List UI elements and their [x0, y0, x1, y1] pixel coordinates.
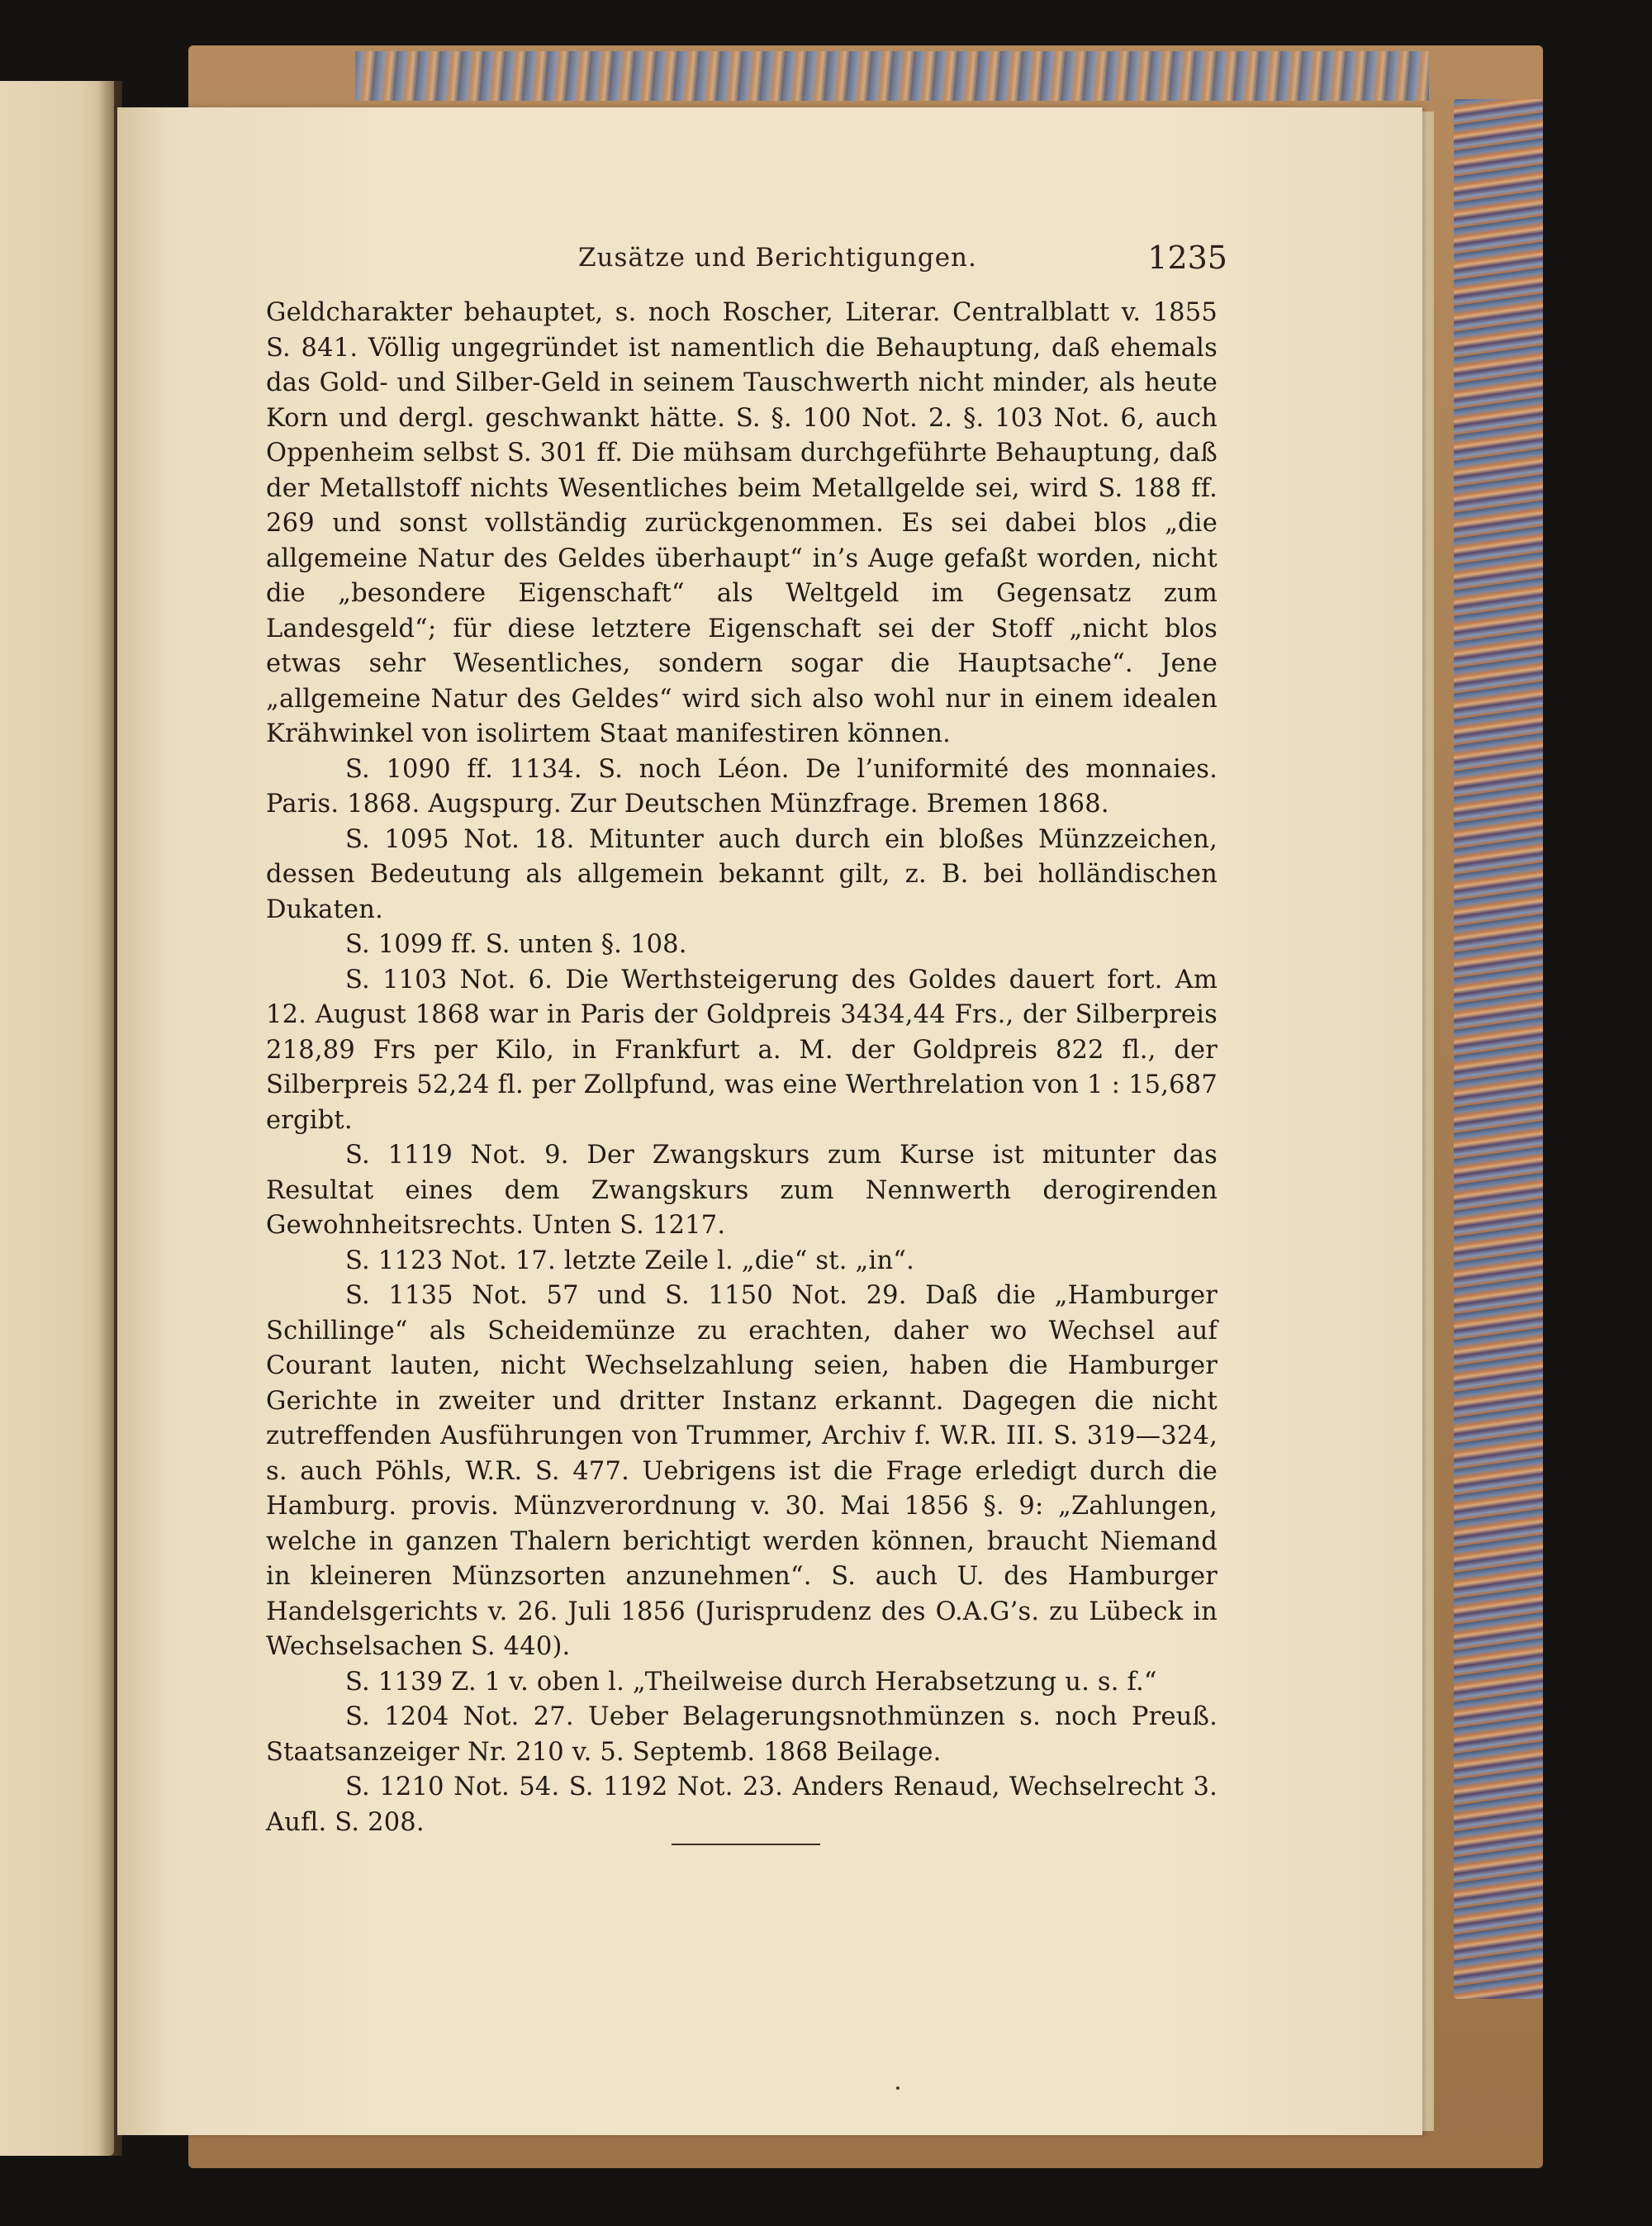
paragraph: S. 1090 ff. 1134. S. noch Léon. De l’uniformité des monnaies. Paris. 1868. Augspurg. Zur Deutschen Münzfrage. Bremen 1868. — [266, 754, 1218, 819]
paragraph: S. 1123 Not. 17. letzte Zeile l. „die“ st. „in“. — [345, 1246, 914, 1275]
paragraph: S. 1099 ff. S. unten §. 108. — [345, 930, 687, 959]
page-stack-edge — [1422, 112, 1434, 2131]
marbled-endpaper-top — [355, 51, 1429, 101]
closing-rule — [672, 1844, 820, 1845]
paragraph: S. 1204 Not. 27. Ueber Belagerungsnothmünzen s. noch Preuß. Staatsanzeiger Nr. 210 v. 5. Septemb. 1868 Beilage. — [266, 1702, 1218, 1767]
paragraph: S. 1119 Not. 9. Der Zwangskurs zum Kurse ist mitunter das Resultat eines dem Zwangskurs zum Nennwerth derogirenden Gewohnheitsrechts. Unten S. 1217. — [266, 1141, 1218, 1240]
paragraph: S. 1139 Z. 1 v. oben l. „Theilweise durch Herabsetzung u. s. f.“ — [345, 1667, 1157, 1697]
ink-speck — [896, 2086, 900, 2090]
paragraph: S. 1103 Not. 6. Die Werthsteigerung des Goldes dauert fort. Am 12. August 1868 war in Paris der Goldpreis 3434,44 Frs., der Silberpreis 218,89 Frs per Kilo, in Frankfurt a. M. der Goldpreis 822 fl., der Silberpreis 52,24 fl. per Zollpfund, was eine Werthrelation von 1 : 15,687 ergibt. — [266, 965, 1218, 1135]
page-number: 1235 — [1147, 240, 1227, 276]
paragraph: S. 1210 Not. 54. S. 1192 Not. 23. Anders Renaud, Wechselrecht 3. Aufl. S. 208. — [266, 1773, 1218, 1837]
body-text — [266, 296, 1218, 1840]
running-title: Zusätze und Berichtigungen. — [578, 243, 977, 273]
marbled-endpaper-side — [1454, 99, 1543, 1999]
paragraph: S. 1095 Not. 18. Mitunter auch durch ein bloßes Münzzeichen, dessen Bedeutung als allgemein bekannt gilt, z. B. bei holländischen Dukaten. — [266, 824, 1218, 924]
running-header — [578, 241, 1227, 282]
paragraph: S. 1135 Not. 57 und S. 1150 Not. 29. Daß die „Hamburger Schillinge“ als Scheidemünze zu erachten, daher wo Wechsel auf Courant lauten, nicht Wechselzahlung seien, haben die Hamburger Gerichte in zweiter und dritter Instanz erkannt. Dagegen die nicht zutreffenden Ausführungen von Trummer, Archiv f. W.R. III. S. 319—324, s. auch Pöhls, W.R. S. 477. Uebrigens ist die Frage erledigt durch die Hamburg. provis. Münzverordnung v. 30. Mai 1856 §. 9: „Zahlungen, welche in ganzen Thalern berichtigt werden können, braucht Niemand in kleineren Münzsorten anzunehmen“. S. auch U. des Hamburger Handelsgerichts v. 26. Juli 1856 (Jurisprudenz des O.A.G’s. zu Lübeck in Wechselsachen S. 440). — [266, 1281, 1218, 1661]
paragraph-continuation: Geldcharakter behauptet, s. noch Roscher, Literar. Centralblatt v. 1855 S. 841. Völlig ungegründet ist namentlich die Behauptung, daß ehemals das Gold- und Silber-Geld in seinem Tauschwerth nicht minder, als heute Korn und dergl. geschwankt hätte. S. §. 100 Not. 2. §. 103 Not. 6, auch Oppenheim selbst S. 301 ff. Die mühsam durchgeführte Behauptung, daß der Metallstoff nichts Wesentliches beim Metallgelde sei, wird S. 188 ff. 269 und sonst vollständig zurückgenommen. Es sei dabei blos „die allgemeine Natur des Geldes überhaupt“ in’s Auge gefaßt worden, nicht die „besondere Eigenschaft“ als Weltgeld im Gegensatz zum Landesgeld“; für diese letztere Eigenschaft sei der Stoff „nicht blos etwas sehr Wesentliches, sondern sogar die Hauptsache“. Jene „allgemeine Natur des Geldes“ wird sich also wohl nur in einem idealen Krähwinkel von isolirtem Staat manifestiren können. — [266, 298, 1218, 748]
